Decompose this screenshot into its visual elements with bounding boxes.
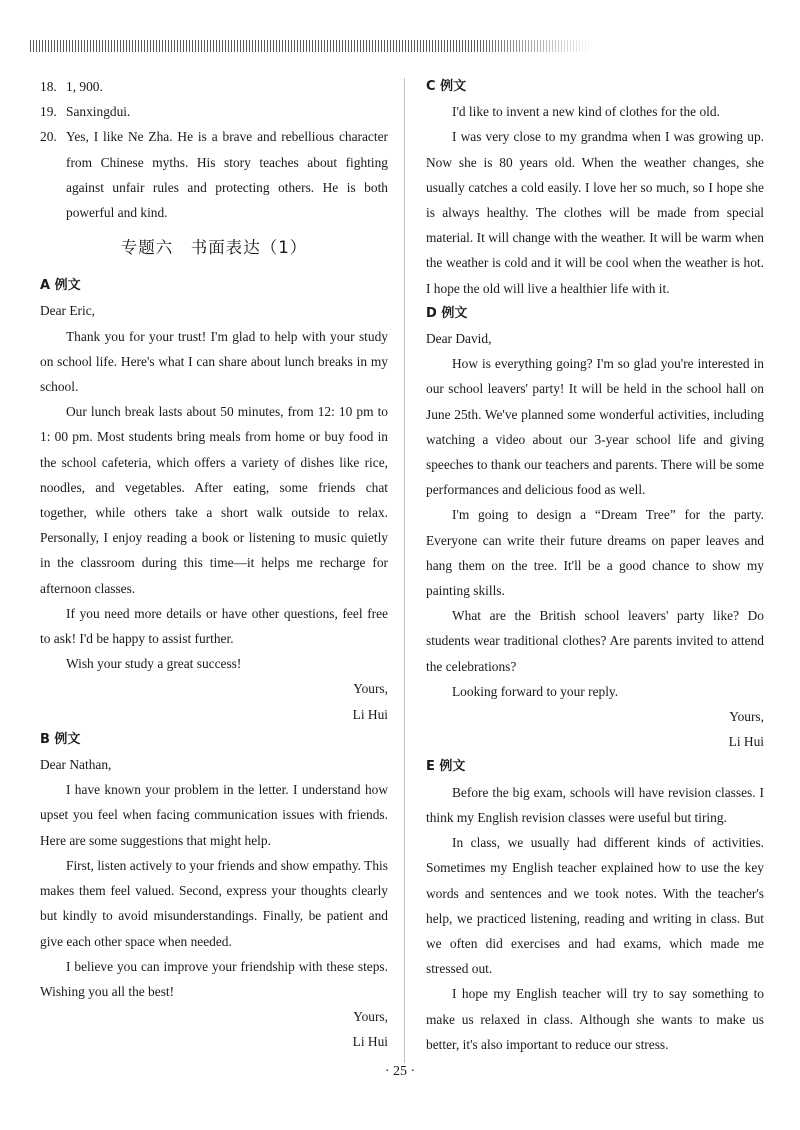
sample-d-label: D 例文 [426, 305, 468, 321]
sample-c-paragraph: I was very close to my grandma when I was growing up. Now she is 80 years old. When the weather changes, she usually catches a cold easily. I love her so much, so I hope she is always healthy. The clothes will be made from special material. It will change with the weather. It will be warm when the weather is cold and it will be cool when the weather is hot. I hope the old will live a healthier life with it. [426, 129, 764, 296]
sample-a-label: A 例文 [40, 278, 81, 294]
item-text: 1, 900. [66, 79, 103, 94]
sample-e-label: E 例文 [426, 759, 466, 775]
page-number: · 25 · [384, 1064, 416, 1079]
sample-c-label: C 例文 [426, 79, 467, 94]
left-column [40, 74, 388, 1055]
sample-b-signature: Li Hui [352, 1034, 388, 1050]
sample-d-closing: Yours, [729, 709, 764, 725]
sample-b-closing: Yours, [353, 1009, 388, 1025]
sample-a-paragraph: Wish your study a great success! [66, 656, 242, 672]
sample-a-paragraph: If you need more details or have other questions, feel free to ask! I'd be happy to assist further. [40, 605, 388, 647]
sample-d-greeting: Dear David, [426, 331, 492, 347]
sample-e-paragraph: Before the big exam, schools will have revision classes. I think my English revision classes were useful but tiring. [426, 784, 764, 825]
sample-b-label: B 例文 [40, 731, 81, 747]
sample-d-paragraph: Looking forward to your reply. [452, 683, 619, 699]
sample-b-greeting: Dear Nathan, [40, 757, 112, 773]
answer-item-20 [40, 124, 388, 225]
sample-b-paragraph: First, listen actively to your friends and show empathy. This makes them feel valued. Second, express your thoughts clearly but kindly to avoid misunderstandings. Finally, be patient and give each other space when needed. [40, 857, 388, 949]
item-text: Sanxingdui. [66, 104, 131, 120]
sample-d-paragraph: I'm going to design a “Dream Tree” for the party. Everyone can write their future dreams on paper leaves and hang them on the tree. It'll be a good chance to show my painting skills. [426, 507, 764, 599]
sample-c-paragraph: I'd like to invent a new kind of clothes for the old. [452, 104, 720, 120]
section-title: 专题六 书面表达（1） [120, 238, 308, 258]
sample-b-paragraph: I have known your problem in the letter. I understand how upset you feel when facing communication issues with friends. Here are some suggestions that might help. [40, 782, 388, 848]
column-divider [404, 78, 405, 1063]
sample-a-paragraph: Thank you for your trust! I'm glad to help with your study on school life. Here's what I can share about lunch breaks in my school. [40, 328, 388, 395]
sample-d-paragraph: How is everything going? I'm so glad you're interested in our school leavers' party! It will be held in the school hall on June 25th. We've planned some wonderful activities, including watching a video about our 3-year school life and giving speeches to thank our teachers and parents. There will be some performances and delicious food as well. [426, 356, 764, 498]
sample-e-paragraph: I hope my English teacher will try to say something to make us relaxed in class. Although she wants to make us better, it's also important to reduce our stress. [426, 986, 764, 1052]
sample-e-paragraph: In class, we usually had different kinds of activities. Sometimes my English teacher explained how to use the key words and sentences and we took notes. With the teacher's help, we practiced listening, reading and writing in class. But we often did exercises and had exams, which made me stressed out. [426, 835, 764, 977]
item-number: 19. [40, 104, 57, 120]
item-number: 20. [40, 129, 57, 145]
header-decoration-strip [30, 40, 590, 52]
sample-a-paragraph: Our lunch break lasts about 50 minutes, from 12: 10 pm to 1: 00 pm. Most students bring meals from home or buy food in the school cafeteria, which offers a variety of dishes like rice, noodles, and vegetables. After eating, some friends chat together, while others take a short walk outside to relax. Personally, I enjoy reading a book or listening to music quietly in the classroom during this time—it helps me recharge for afternoon classes. [40, 404, 388, 596]
answer-item-19 [40, 99, 388, 124]
sample-d-signature: Li Hui [728, 734, 764, 750]
item-text: Yes, I like Ne Zha. He is a brave and rebellious character from Chinese myths. His story teaches about fighting against unfair rules and protecting others. He is both powerful and kind. [66, 129, 388, 221]
sample-a-closing: Yours, [353, 681, 388, 697]
sample-a-greeting: Dear Eric, [40, 303, 96, 319]
answer-item-18 [40, 74, 388, 99]
sample-a-signature: Li Hui [352, 706, 388, 722]
sample-d-paragraph: What are the British school leavers' party like? Do students wear traditional clothes? Are parents invited to attend the celebrations? [426, 608, 764, 674]
sample-b-paragraph: I believe you can improve your friendship with these steps. Wishing you all the best! [40, 958, 388, 999]
right-column [426, 74, 764, 1057]
item-number: 18. [40, 79, 57, 94]
